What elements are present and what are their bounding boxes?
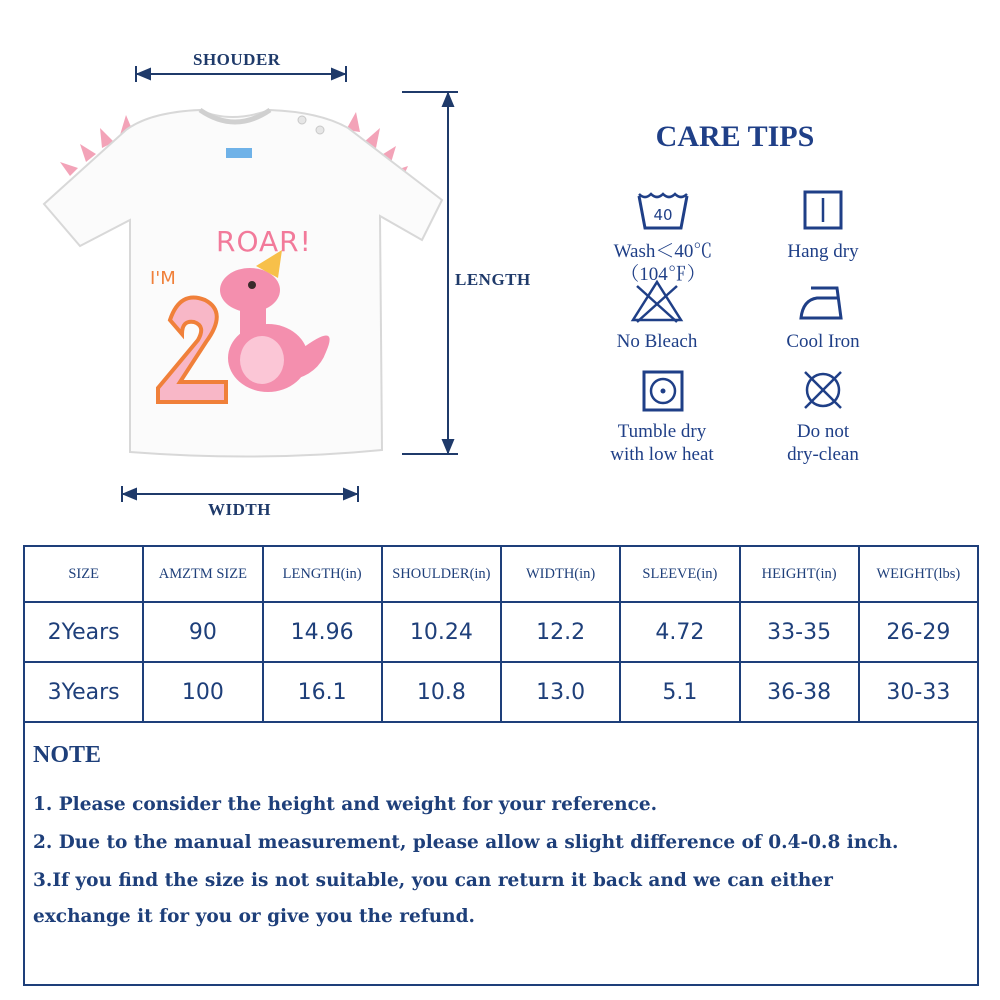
roar-print: ROAR! bbox=[216, 225, 312, 258]
note-section bbox=[23, 720, 979, 986]
tumble-dry-label-line2: with low heat bbox=[610, 444, 714, 465]
header-size: SIZE bbox=[24, 546, 143, 602]
table-row bbox=[24, 662, 978, 722]
table-cell: 14.96 bbox=[263, 602, 382, 662]
table-row bbox=[24, 602, 978, 662]
care-tumble-dry bbox=[577, 368, 747, 466]
cool-iron-label: Cool Iron bbox=[786, 331, 860, 352]
length-label: LENGTH bbox=[455, 270, 531, 289]
header-height: HEIGHT(in) bbox=[740, 546, 859, 602]
table-cell: 12.2 bbox=[501, 602, 620, 662]
im-print: I'M bbox=[150, 268, 176, 289]
table-cell: 3Years bbox=[24, 662, 143, 722]
wash-40-icon bbox=[633, 188, 693, 240]
table-cell: 2Years bbox=[24, 602, 143, 662]
shoulder-label: SHOUDER bbox=[193, 50, 281, 69]
size-chart-table bbox=[23, 545, 979, 723]
cool-iron-icon bbox=[793, 278, 853, 330]
note-line-1: 1. Please consider the height and weight for your reference. bbox=[33, 794, 658, 815]
no-dry-clean-label-line1: Do not bbox=[796, 421, 850, 442]
care-cool-iron bbox=[738, 278, 908, 353]
note-title: NOTE bbox=[33, 742, 102, 768]
table-cell: 5.1 bbox=[620, 662, 739, 722]
header-amztm-size: AMZTM SIZE bbox=[143, 546, 262, 602]
header-width: WIDTH(in) bbox=[501, 546, 620, 602]
no-bleach-label: No Bleach bbox=[616, 331, 698, 352]
header-length: LENGTH(in) bbox=[263, 546, 382, 602]
header-shoulder: SHOULDER(in) bbox=[382, 546, 501, 602]
no-dry-clean-icon bbox=[793, 368, 853, 420]
header-weight: WEIGHT(lbs) bbox=[859, 546, 978, 602]
care-wash bbox=[578, 188, 748, 286]
care-no-bleach bbox=[572, 278, 742, 353]
table-cell: 26-29 bbox=[859, 602, 978, 662]
tshirt-image bbox=[30, 90, 460, 480]
table-cell: 10.8 bbox=[382, 662, 501, 722]
wash-label-line2: （104℉） bbox=[620, 264, 706, 285]
note-line-3: 3.If you find the size is not suitable, you can return it back and we can either bbox=[33, 870, 833, 891]
no-bleach-icon bbox=[627, 278, 687, 330]
table-cell: 33-35 bbox=[740, 602, 859, 662]
header-sleeve: SLEEVE(in) bbox=[620, 546, 739, 602]
tumble-dry-low-icon bbox=[632, 368, 692, 420]
table-cell: 30-33 bbox=[859, 662, 978, 722]
table-cell: 10.24 bbox=[382, 602, 501, 662]
note-line-4: exchange it for you or give you the refund. bbox=[33, 906, 475, 927]
table-cell: 90 bbox=[143, 602, 262, 662]
tumble-dry-label-line1: Tumble dry bbox=[617, 421, 707, 442]
care-hang-dry bbox=[738, 188, 908, 263]
table-cell: 36-38 bbox=[740, 662, 859, 722]
table-cell: 16.1 bbox=[263, 662, 382, 722]
care-tips-title: CARE TIPS bbox=[655, 120, 815, 153]
width-label: WIDTH bbox=[208, 500, 271, 519]
table-cell: 4.72 bbox=[620, 602, 739, 662]
hang-dry-label: Hang dry bbox=[787, 241, 859, 262]
table-cell: 13.0 bbox=[501, 662, 620, 722]
no-dry-clean-label-line2: dry-clean bbox=[787, 444, 859, 465]
table-cell: 100 bbox=[143, 662, 262, 722]
hang-dry-icon bbox=[793, 188, 853, 240]
wash-label-line1: Wash＜40℃ bbox=[613, 241, 713, 262]
care-no-dry-clean bbox=[738, 368, 908, 466]
wash-temp-text: 40 bbox=[653, 206, 673, 224]
table-header-row bbox=[24, 546, 978, 602]
note-line-2: 2. Due to the manual measurement, please allow a slight difference of 0.4-0.8 inch. bbox=[33, 832, 899, 853]
